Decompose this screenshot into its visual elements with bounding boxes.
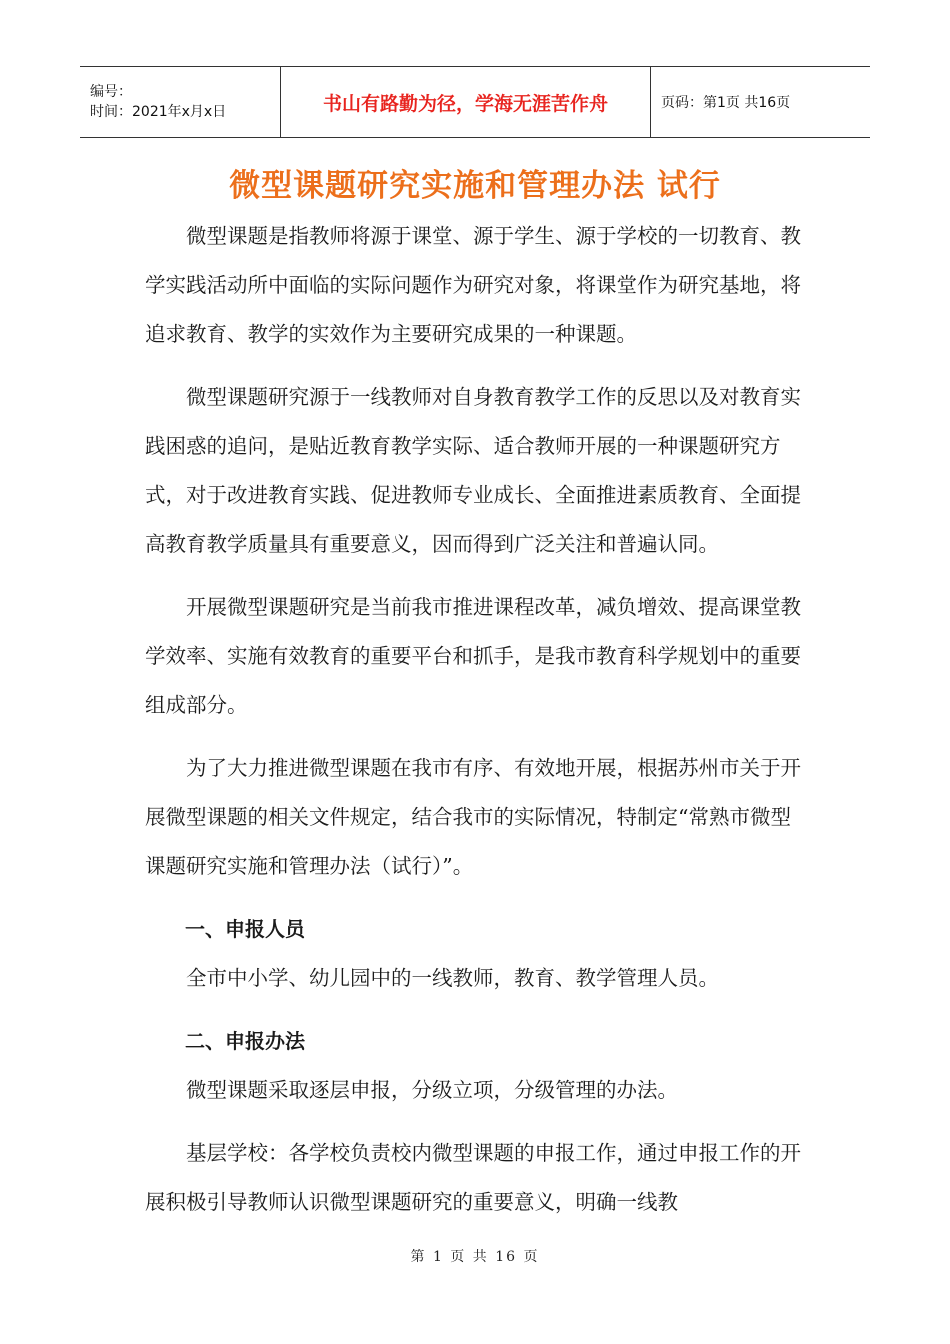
number-label: 编号： <box>90 84 132 100</box>
header-motto: 书山有路勤为径，学海无涯苦作舟 <box>281 67 651 137</box>
paragraph-4: 为了大力推进微型课题在我市有序、有效地开展，根据苏州市关于开展微型课题的相关文件规定，结合我市的实际情况，特制定“常熟市微型课题研究实施和管理办法（试行）”。 <box>145 756 801 878</box>
section-text-method-2: 基层学校：各学校负责校内微型课题的申报工作，通过申报工作的开展积极引导教师认识微型课题研究的重要意义，明确一线教 <box>145 1141 801 1214</box>
header-page-info: 页码：第1页 共16页 <box>661 95 791 111</box>
date-label: 时间：2021年x月x日 <box>90 104 227 120</box>
page-footer: 第 1 页 共 16 页 <box>410 1249 540 1265</box>
paragraph-3: 开展微型课题研究是当前我市推进课程改革，减负增效、提高课堂教学效率、实施有效教育的重要平台和抓手，是我市教育科学规划中的重要组成部分。 <box>145 595 801 717</box>
section-heading-applicants: 一、申报人员 <box>185 917 305 941</box>
document-title: 微型课题研究实施和管理办法 试行 <box>229 168 721 204</box>
paragraph-2: 微型课题研究源于一线教师对自身教育教学工作的反思以及对教育实践困惑的追问，是贴近教育教学实际、适合教师开展的一种课题研究方式，对于改进教育实践、促进教师专业成长、全面推进素质教育、全面提高教育教学质量具有重要意义，因而得到广泛关注和普遍认同。 <box>145 385 801 556</box>
section-heading-method: 二、申报办法 <box>185 1029 305 1053</box>
section-text-method-1: 微型课题采取逐层申报，分级立项，分级管理的办法。 <box>186 1078 678 1102</box>
section-text-applicants: 全市中小学、幼儿园中的一线教师，教育、教学管理人员。 <box>186 966 719 990</box>
paragraph-1: 微型课题是指教师将源于课堂、源于学生、源于学校的一切教育、教学实践活动所中面临的实际问题作为研究对象，将课堂作为研究基地，将追求教育、教学的实效作为主要研究成果的一种课题。 <box>145 224 801 346</box>
document-header <box>80 66 870 138</box>
header-meta <box>80 67 281 137</box>
document-body <box>145 212 805 1241</box>
